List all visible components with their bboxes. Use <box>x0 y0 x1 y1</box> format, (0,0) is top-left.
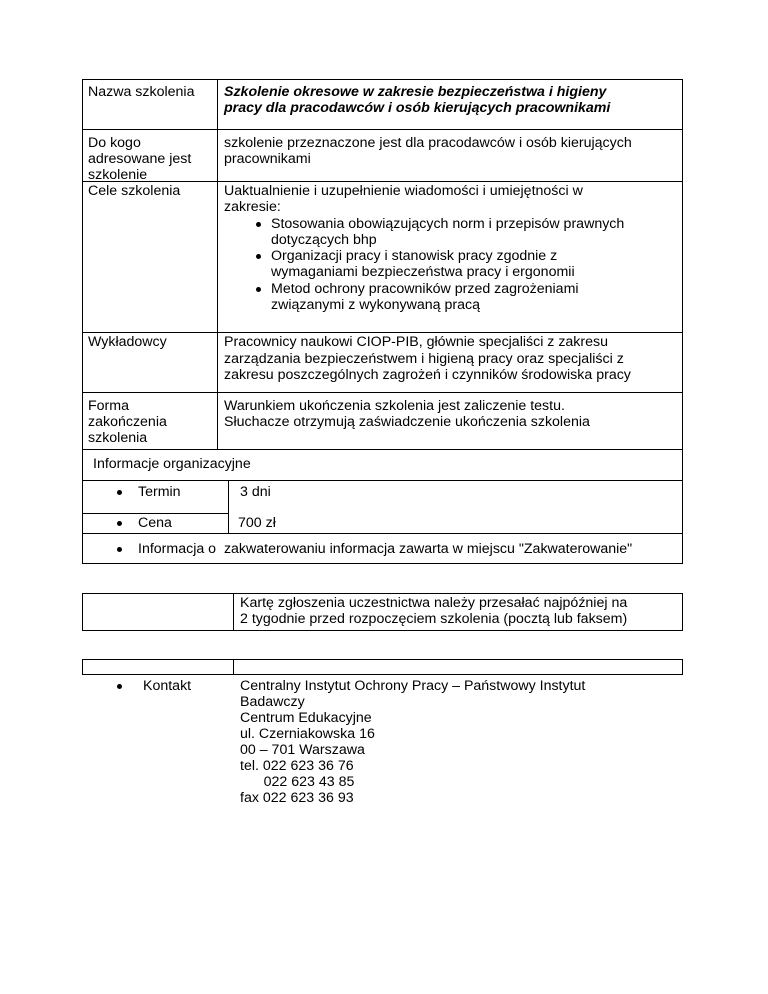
contact-line-5: 00 – 701 Warszawa <box>240 742 365 758</box>
goal-1-line-2: dotyczących bhp <box>271 232 377 248</box>
completion-value-line-2: Słuchacze otrzymują zaświadczenie ukończenia szkolenia <box>224 414 590 430</box>
lecturers-line-3: zakresu poszczególnych zagrożeń i czynników środowiska pracy <box>224 367 631 383</box>
audience-value-line-1: szkolenie przeznaczone jest dla pracodawców i osób kierujących <box>224 135 632 151</box>
audience-label-line-1: Do kogo <box>88 135 141 151</box>
bullet-icon <box>256 222 261 227</box>
audience-label-line-2: adresowane jest <box>88 151 192 167</box>
org-info-header: Informacje organizacyjne <box>93 456 251 472</box>
contact-phone-1: tel. 022 623 36 76 <box>240 758 354 774</box>
contact-line-1: Centralny Instytut Ochrony Pracy – Państwowy Instytut <box>240 678 586 694</box>
goal-3-line-1: Metod ochrony pracowników przed zagrożeniami <box>271 281 579 297</box>
contact-line-2: Badawczy <box>240 694 305 710</box>
contact-fax: fax 022 623 36 93 <box>240 790 354 806</box>
completion-label-line-3: szkolenia <box>88 430 148 446</box>
course-name-label: Nazwa szkolenia <box>88 84 195 100</box>
course-name-line-2: pracy dla pracodawców i osób kierujących pracownikami <box>224 100 611 116</box>
bullet-icon <box>256 254 261 259</box>
lecturers-line-2: zarządzania bezpieczeństwem i higieną pracy oraz specjaliści z <box>224 351 624 367</box>
contact-line-4: ul. Czerniakowska 16 <box>240 726 375 742</box>
term-value: 3 dni <box>240 484 271 500</box>
lecturers-line-1: Pracownicy naukowi CIOP-PIB, głównie specjaliści z zakresu <box>224 334 608 350</box>
goals-intro-line-1: Uaktualnienie i uzupełnienie wiadomości i umiejętności w <box>224 183 583 199</box>
completion-label-line-2: zakończenia <box>88 414 167 430</box>
completion-label-line-1: Forma <box>88 398 129 414</box>
course-name-line-1: Szkolenie okresowe w zakresie bezpieczeństwa i higieny <box>224 84 607 100</box>
goals-intro-line-2: zakresie: <box>224 199 281 215</box>
bullet-icon <box>117 490 122 495</box>
goal-2-line-1: Organizacji pracy i stanowisk pracy zgodnie z <box>271 248 558 264</box>
audience-label-line-3: szkolenie <box>88 167 148 183</box>
contact-label: Kontakt <box>143 678 192 694</box>
goal-2-line-2: wymaganiami bezpieczeństwa pracy i ergonomii <box>271 264 575 280</box>
audience-value-line-2: pracownikami <box>224 151 311 167</box>
bullet-icon <box>117 547 122 552</box>
lodging-info: Informacja o zakwaterowaniu informacja zawarta w miejscu "Zakwaterowanie" <box>138 541 633 557</box>
goal-3-line-2: związanymi z wykonywaną pracą <box>271 297 480 313</box>
registration-line-2: 2 tygodnie przed rozpoczęciem szkolenia (pocztą lub faksem) <box>240 611 628 627</box>
goal-1-line-1: Stosowania obowiązujących norm i przepisów prawnych <box>271 216 625 232</box>
goals-label: Cele szkolenia <box>88 183 181 199</box>
price-label: Cena <box>138 515 172 531</box>
contact-line-3: Centrum Edukacyjne <box>240 710 372 726</box>
bullet-icon <box>117 521 122 526</box>
registration-line-1: Kartę zgłoszenia uczestnictwa należy przesałać najpóźniej na <box>240 595 628 611</box>
contact-phone-2: 022 623 43 85 <box>240 774 355 790</box>
term-label: Termin <box>138 484 181 500</box>
bullet-icon <box>117 684 122 689</box>
bullet-icon <box>256 287 261 292</box>
completion-value-line-1: Warunkiem ukończenia szkolenia jest zaliczenie testu. <box>224 398 565 414</box>
lecturers-label: Wykładowcy <box>88 334 167 350</box>
price-value: 700 zł <box>238 515 276 531</box>
